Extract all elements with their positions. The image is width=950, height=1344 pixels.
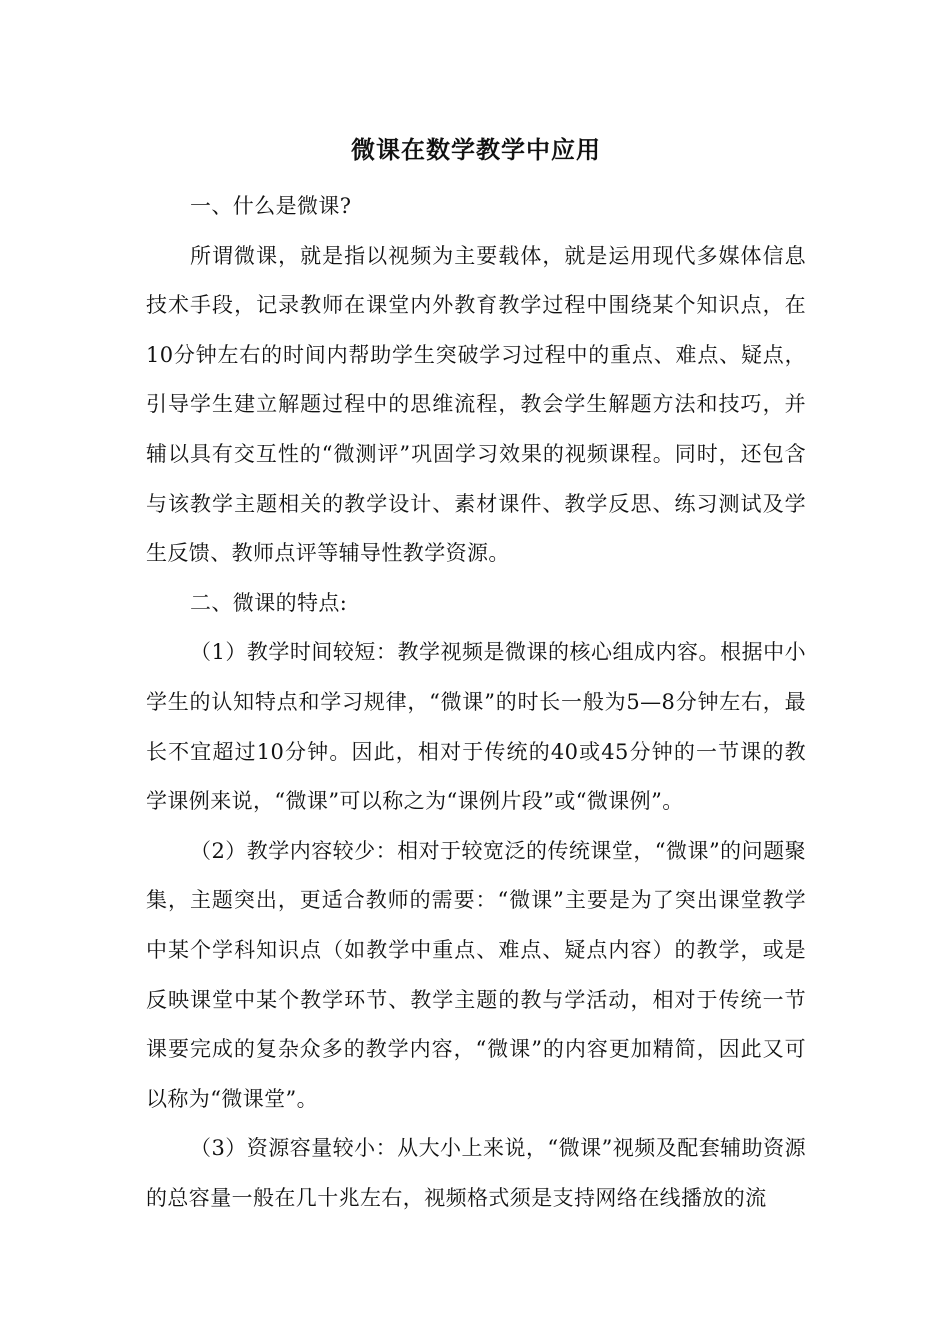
body-paragraph-feature-2: （2）教学内容较少：相对于较宽泛的传统课堂，“微课”的问题聚集，主题突出，更适合教师的需要：“微课”主要是为了突出课堂教学中某个学科知识点（如教学中重点、难点、疑点内容）的教学，或是反映课堂中某个教学环节、教学主题的教与学活动，相对于传统一节课要完成的复杂众多的教学内容，“微课”的内容更加精简，因此又可以称为“微课堂”。: [146, 838, 806, 1111]
document-page: [146, 128, 806, 1223]
body-paragraph-definition: 所谓微课，就是指以视频为主要载体，就是运用现代多媒体信息技术手段，记录教师在课堂内外教育教学过程中围绕某个知识点，在10分钟左右的时间内帮助学生突破学习过程中的重点、难点、疑点，引导学生建立解题过程中的思维流程，教会学生解题方法和技巧，并辅以具有交互性的“微测评”巩固学习效果的视频课程。同时，还包含与该教学主题相关的教学设计、素材课件、教学反思、练习测试及学生反馈、教师点评等辅导性教学资源。: [146, 243, 806, 566]
body-paragraph-feature-1: （1）教学时间较短：教学视频是微课的核心组成内容。根据中小学生的认知特点和学习规律，“微课”的时长一般为5—8分钟左右，最长不宜超过10分钟。因此，相对于传统的40或45分钟的一节课的教学课例来说，“微课”可以称之为“课例片段”或“微课例”。: [146, 640, 806, 814]
section-heading-1: 一、什么是微课?: [190, 194, 352, 218]
body-paragraph-feature-3: （3）资源容量较小：从大小上来说，“微课”视频及配套辅助资源的总容量一般在几十兆左右，视频格式须是支持网络在线播放的流: [146, 1136, 806, 1210]
section-heading-2: 二、微课的特点:: [190, 590, 348, 615]
document-title: 微课在数学教学中应用: [351, 135, 601, 164]
